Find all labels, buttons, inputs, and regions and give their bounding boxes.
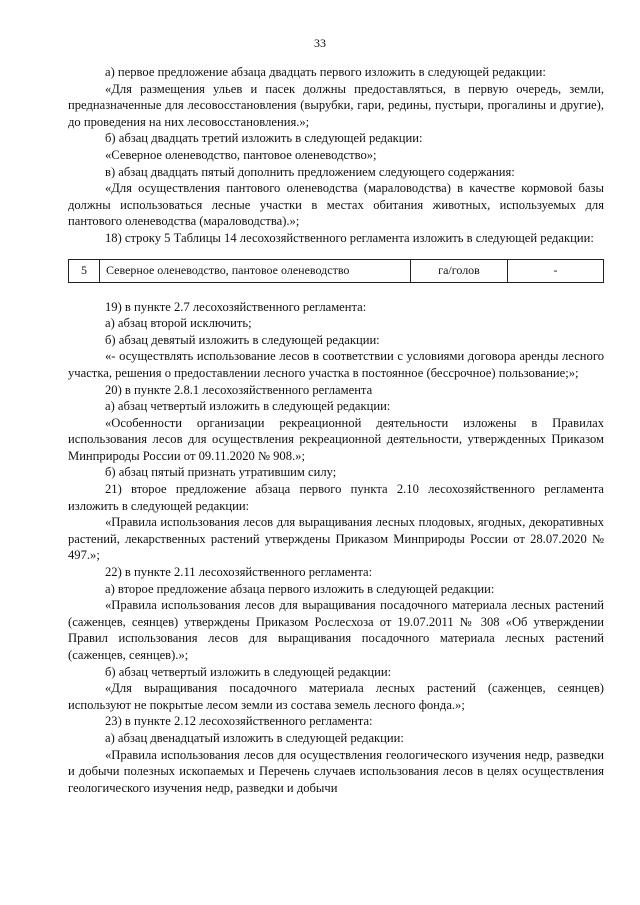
paragraph: б) абзац девятый изложить в следующей редакции: [105,332,380,347]
table-row [69,259,604,282]
paragraph: 18) строку 5 Таблицы 14 лесохозяйственного регламента изложить в следующей редакции: [105,230,594,245]
paragraph: «Для выращивания посадочного материала лесных растений (саженцев, сеянцев) используют не покрытые лесом земли из состава земель лесного фонда.»; [68,681,604,712]
table-cell-number: 5 [69,259,100,282]
paragraph: «- осуществлять использование лесов в соответствии с условиями договора аренды лесного участка, решения о предоставлении лесного участка в постоянное (бессрочное) пользование;»; [68,349,604,380]
paragraph: «Для осуществления пантового оленеводства (мараловодства) в качестве кормовой базы должны использоваться лесные участки в местах обитания животных, используемых для пантового оленеводства (мараловодства).»; [68,181,604,229]
paragraph: 21) второе предложение абзаца первого пункта 2.10 лесохозяйственного регламента изложить в следующей редакции: [68,482,604,513]
page-number: 33 [314,36,326,50]
paragraph: «Особенности организации рекреационной деятельности изложены в Правилах использования лесов для осуществления рекреационной деятельности, утвержденных Приказом Минприроды России от 09.11.2020 № 908.»; [68,415,604,463]
paragraph: б) абзац двадцать третий изложить в следующей редакции: [105,131,423,146]
paragraph: 19) в пункте 2.7 лесохозяйственного регламента: [105,299,367,314]
paragraph: «Правила использования лесов для осуществления геологического изучения недр, разведки и добычи полезных ископаемых и Перечень случаев использования лесов в целях осуществления геологического изучения недр, разведки и добычи [68,747,604,795]
paragraph: 22) в пункте 2.11 лесохозяйственного регламента: [105,565,373,580]
paragraph: 23) в пункте 2.12 лесохозяйственного регламента: [105,714,373,729]
paragraph: «Северное оленеводство, пантовое оленеводство»; [105,147,377,162]
paragraph: в) абзац двадцать пятый дополнить предложением следующего содержания: [105,164,515,179]
paragraph: а) первое предложение абзаца двадцать первого изложить в следующей редакции: [105,65,546,79]
table-cell-unit: га/голов [411,259,508,282]
paragraph: а) второе предложение абзаца первого изложить в следующей редакции: [105,581,495,596]
document-body [68,64,604,796]
regulation-table [68,259,604,283]
paragraph: 20) в пункте 2.8.1 лесохозяйственного регламента [105,382,373,397]
paragraph: «Правила использования лесов для выращивания посадочного материала лесных растений (саженцев, сеянцев) утверждены Приказом Рослесхоза от 19.07.2011 № 308 «Об утверждении Правил использования лесов для выращивания посадочного материала лесных растений (саженцев, сеянцев).»; [68,598,604,662]
paragraph: а) абзац четвертый изложить в следующей редакции: [105,399,391,414]
table-cell-name: Северное оленеводство, пантовое оленеводство [100,259,411,282]
paragraph: а) абзац двенадцатый изложить в следующей редакции: [105,730,404,745]
paragraph: «Для размещения ульев и пасек должны предоставляться, в первую очередь, земли, предназначенные для лесовосстановления (вырубки, гари, редины, пустыри, прогалины и другие), до проведения на них лесовосстановления.»; [68,81,604,129]
table-cell-value: - [508,259,604,282]
paragraph: а) абзац второй исключить; [105,316,252,331]
paragraph: б) абзац четвертый изложить в следующей редакции: [105,664,392,679]
paragraph: «Правила использования лесов для выращивания лесных плодовых, ягодных, декоративных растений, лекарственных растений утверждены Приказом Минприроды России от 28.07.2020 № 497.»; [68,515,604,563]
paragraph: б) абзац пятый признать утратившим силу; [105,465,337,480]
